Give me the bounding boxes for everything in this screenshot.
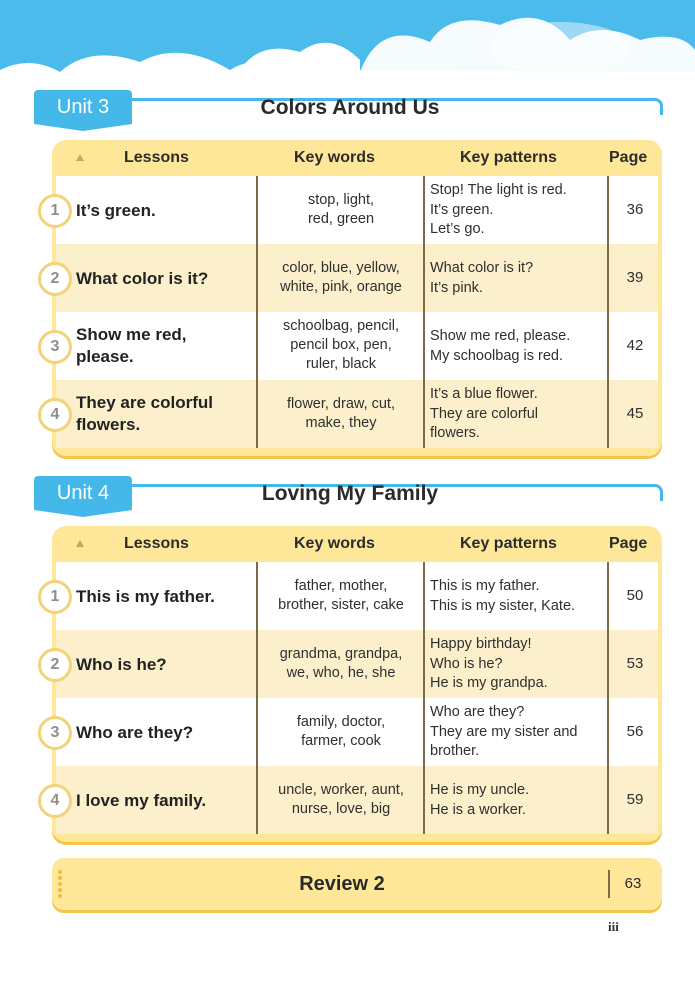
lesson-number-badge: 3 — [38, 330, 72, 364]
lesson-title: Show me red, please. — [76, 325, 187, 366]
key-patterns-cell — [430, 385, 610, 444]
key-patterns-cell — [430, 181, 610, 240]
review-bar — [52, 858, 662, 910]
key-words-line: farmer, cook — [301, 733, 381, 749]
page-number-cell: 50 — [626, 587, 644, 604]
key-pattern-line: Let’s go. — [430, 221, 485, 237]
page-number-cell: 45 — [626, 405, 644, 422]
key-words-line: stop, light, — [307, 192, 375, 208]
header-lessons: Lessons — [124, 535, 189, 552]
dotted-edge-decoration — [58, 870, 64, 900]
lesson-number-badge: 1 — [38, 580, 72, 614]
lesson-number-badge: 2 — [38, 648, 72, 682]
key-words-cell — [259, 781, 423, 819]
key-patterns-cell — [430, 635, 610, 694]
lesson-number-badge: 4 — [38, 398, 72, 432]
column-divider — [607, 562, 609, 834]
key-words-line: uncle, worker, aunt, — [278, 782, 404, 798]
key-words-cell — [259, 191, 423, 229]
key-patterns-cell — [430, 577, 610, 616]
lesson-title: Who is he? — [76, 655, 167, 674]
header-page: Page — [609, 535, 648, 552]
header-lessons: Lessons — [124, 149, 189, 166]
triangle-marker-icon — [76, 540, 84, 547]
key-pattern-line: They are my sister and — [430, 723, 578, 740]
key-words-line: father, mother, — [294, 578, 388, 594]
key-pattern-line: Happy birthday! — [430, 636, 532, 652]
page-number-cell: 42 — [626, 337, 644, 354]
key-patterns-cell — [430, 327, 610, 366]
header-key-words: Key words — [294, 535, 375, 552]
key-words-cell — [259, 317, 423, 374]
header-key-patterns: Key patterns — [460, 535, 557, 552]
key-pattern-line: My schoolbag is red. — [430, 347, 563, 364]
key-words-line: schoolbag, pencil, — [282, 318, 400, 334]
review-label: Review 2 — [299, 873, 385, 895]
key-words-line: nurse, love, big — [291, 801, 391, 817]
key-pattern-line: Who are they? — [430, 704, 525, 720]
lesson-number-badge: 1 — [38, 194, 72, 228]
key-pattern-line: flowers. — [430, 425, 480, 441]
key-words-line: color, blue, yellow, — [282, 260, 400, 276]
key-pattern-line: It’s a blue flower. — [430, 386, 538, 402]
unit-3-tab: Unit 3 — [34, 90, 132, 124]
key-words-line: family, doctor, — [296, 714, 386, 730]
key-pattern-line: Stop! The light is red. — [430, 182, 567, 198]
key-pattern-line: They are colorful — [430, 405, 538, 422]
key-pattern-line: Who is he? — [430, 655, 503, 672]
table-row — [50, 176, 658, 244]
triangle-marker-icon — [76, 154, 84, 161]
unit-4-title: Loving My Family — [261, 482, 439, 505]
key-words-cell — [259, 713, 423, 751]
key-words-line: we, who, he, she — [286, 665, 396, 681]
key-words-line: red, green — [307, 211, 375, 227]
table-row — [50, 380, 658, 448]
unit-4-table-header — [52, 526, 662, 562]
column-divider — [423, 562, 425, 834]
unit-3-table-header — [52, 140, 662, 176]
key-patterns-cell — [430, 703, 610, 762]
lesson-title: This is my father. — [76, 587, 215, 606]
key-pattern-line: brother. — [430, 743, 480, 759]
key-pattern-line: He is a worker. — [430, 801, 526, 818]
key-words-cell — [259, 645, 423, 683]
unit-3-table — [52, 140, 662, 456]
key-pattern-line: It’s green. — [430, 201, 494, 218]
unit-3-title: Colors Around Us — [260, 96, 440, 119]
key-pattern-line: What color is it? — [430, 260, 534, 276]
unit-4-tab: Unit 4 — [34, 476, 132, 510]
key-words-line: pencil box, pen, — [290, 337, 392, 353]
table-row — [50, 562, 658, 630]
key-words-line: grandma, grandpa, — [279, 646, 403, 662]
key-pattern-line: Show me red, please. — [430, 328, 571, 344]
column-divider — [256, 562, 258, 834]
table-row — [50, 698, 658, 766]
lesson-number-badge: 3 — [38, 716, 72, 750]
key-pattern-line: This is my father. — [430, 578, 540, 594]
key-words-cell — [259, 395, 423, 433]
key-pattern-line: This is my sister, Kate. — [430, 597, 576, 614]
lesson-title: I love my family. — [76, 791, 207, 810]
table-row — [50, 630, 658, 698]
column-divider — [423, 176, 425, 448]
page-number: iii — [608, 919, 619, 934]
key-words-line: flower, draw, cut, — [287, 396, 395, 412]
header-key-words: Key words — [294, 149, 375, 166]
table-row — [50, 244, 658, 312]
lesson-number-badge: 4 — [38, 784, 72, 818]
page-number-cell: 39 — [626, 269, 644, 286]
lesson-title: Who are they? — [76, 723, 194, 742]
key-pattern-line: He is my uncle. — [430, 782, 530, 798]
key-words-cell — [259, 259, 423, 297]
key-pattern-line: He is my grandpa. — [430, 675, 548, 691]
key-words-line: make, they — [305, 415, 377, 431]
key-pattern-line: It’s pink. — [430, 279, 483, 296]
table-row — [50, 312, 658, 380]
page-number-cell: 56 — [626, 723, 644, 740]
page-number-cell: 53 — [626, 655, 644, 672]
unit-4-table — [52, 526, 662, 842]
lesson-number-badge: 2 — [38, 262, 72, 296]
review-page-number: 63 — [624, 875, 642, 892]
column-divider — [608, 870, 610, 898]
header-page: Page — [609, 149, 648, 166]
page-number-cell: 36 — [626, 201, 644, 218]
header-key-patterns: Key patterns — [460, 149, 557, 166]
lesson-title: They are colorful flowers. — [76, 393, 213, 434]
key-words-line: brother, sister, cake — [278, 597, 404, 613]
key-patterns-cell — [430, 259, 610, 298]
lesson-title: It’s green. — [76, 201, 156, 220]
key-words-cell — [259, 577, 423, 615]
lesson-title: What color is it? — [76, 269, 209, 288]
page-number-cell: 59 — [626, 791, 644, 808]
table-row — [50, 766, 658, 834]
key-words-line: ruler, black — [305, 356, 377, 372]
key-words-line: white, pink, orange — [280, 279, 402, 295]
column-divider — [256, 176, 258, 448]
column-divider — [607, 176, 609, 448]
key-patterns-cell — [430, 781, 610, 820]
